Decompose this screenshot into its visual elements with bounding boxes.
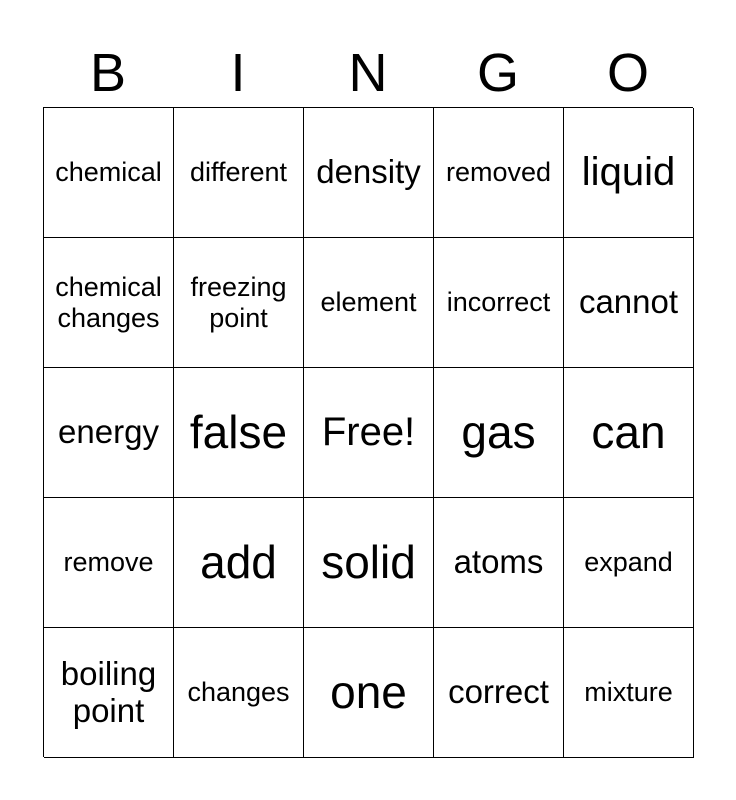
bingo-cell[interactable]: add — [174, 498, 304, 628]
bingo-cell[interactable]: energy — [44, 368, 174, 498]
bingo-cell[interactable]: cannot — [564, 238, 694, 368]
bingo-cell[interactable]: expand — [564, 498, 694, 628]
bingo-header — [43, 40, 693, 106]
bingo-cell[interactable]: one — [304, 628, 434, 758]
bingo-cell[interactable]: boiling point — [44, 628, 174, 758]
header-letter-g: G — [476, 43, 519, 103]
header-letter-n: N — [348, 43, 388, 103]
header-letter-b: B — [89, 43, 127, 103]
bingo-cell[interactable]: density — [304, 108, 434, 238]
bingo-cell[interactable]: Free! — [304, 368, 434, 498]
bingo-cell[interactable]: chemical changes — [44, 238, 174, 368]
header-letter-i: I — [230, 43, 246, 103]
bingo-cell[interactable]: mixture — [564, 628, 694, 758]
bingo-cell[interactable]: changes — [174, 628, 304, 758]
bingo-cell[interactable]: removed — [434, 108, 564, 238]
bingo-cell[interactable]: correct — [434, 628, 564, 758]
bingo-cell[interactable]: incorrect — [434, 238, 564, 368]
bingo-cell[interactable]: solid — [304, 498, 434, 628]
bingo-cell[interactable]: atoms — [434, 498, 564, 628]
bingo-board — [43, 107, 693, 757]
bingo-cell[interactable]: liquid — [564, 108, 694, 238]
bingo-cell[interactable]: chemical — [44, 108, 174, 238]
bingo-cell[interactable]: freezing point — [174, 238, 304, 368]
bingo-cell[interactable]: can — [564, 368, 694, 498]
bingo-cell[interactable]: different — [174, 108, 304, 238]
bingo-cell[interactable]: false — [174, 368, 304, 498]
header-letter-o: O — [606, 43, 649, 103]
bingo-cell[interactable]: remove — [44, 498, 174, 628]
bingo-cell[interactable]: gas — [434, 368, 564, 498]
bingo-cell[interactable]: element — [304, 238, 434, 368]
